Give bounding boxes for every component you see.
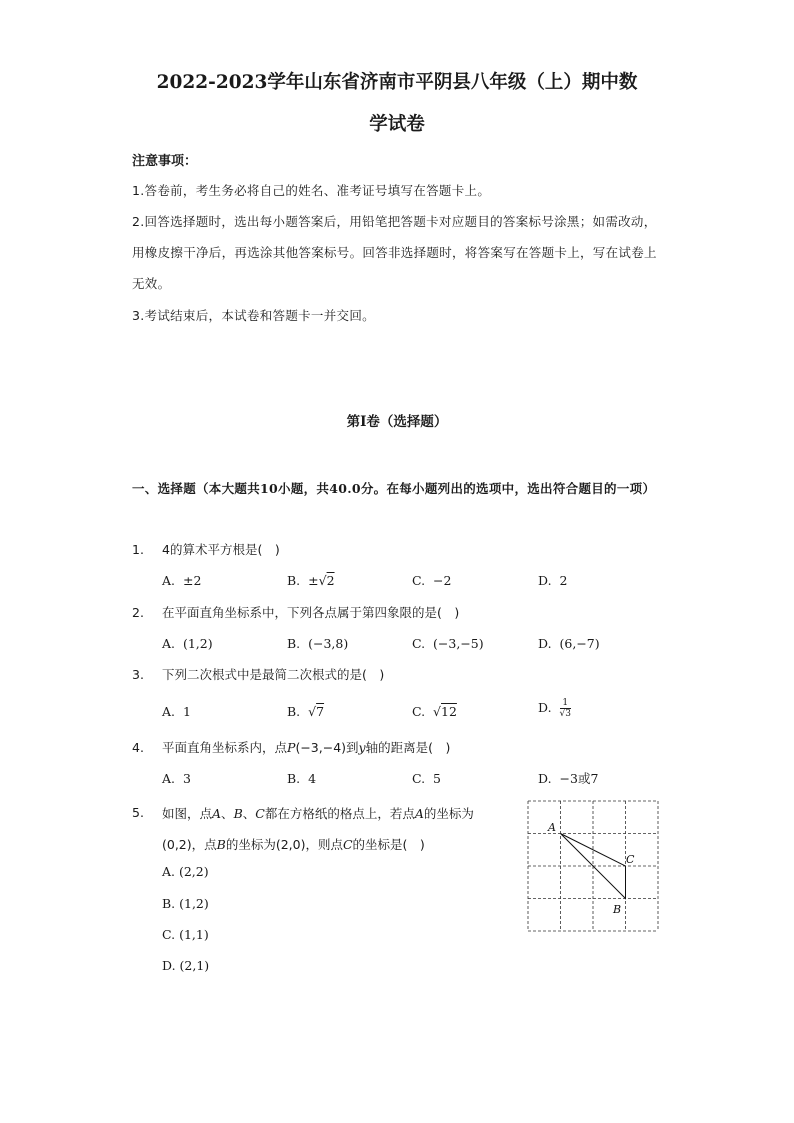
- q5-option-b: B. (1,2): [162, 896, 209, 911]
- q4-option-c: C. 5: [412, 771, 441, 786]
- question-2: [132, 603, 459, 623]
- question-number: 3.: [132, 667, 144, 682]
- note-item-2: 2.回答选择题时，选出每小题答案后，用铅笔把答题卡对应题目的答案标号涂黑；如需改动，用橡皮擦干净后，再选涂其他答案标号。回答非选择题时，将答案写在答题卡上，写在试卷上无效。: [132, 214, 657, 291]
- notes-heading: 注意事项：: [132, 154, 198, 169]
- q1-option-c: C. −2: [412, 573, 452, 588]
- q5-option-d: D. (2,1): [162, 958, 210, 973]
- q3-option-d: D. $\frac{1}{√3}$: [538, 698, 571, 719]
- q1-option-b: B. ±√2: [287, 573, 335, 588]
- question-number: 4.: [132, 740, 144, 755]
- q3-option-b: B. √7: [287, 704, 325, 719]
- question-3: [132, 665, 384, 685]
- question-5-number: 5.: [132, 805, 144, 820]
- question-stem: 下列二次根式中是最简二次根式的是( ): [162, 667, 385, 682]
- point-label-b: B: [613, 903, 622, 916]
- question-number: 2.: [132, 605, 144, 620]
- part-heading: 一、选择题（本大题共10小题，共40.0分。在每小题列出的选项中，选出符合题目的一项）: [132, 481, 656, 496]
- q1-option-d: D. 2: [538, 573, 568, 588]
- q2-option-b: B. (−3,8): [287, 636, 349, 651]
- question-4: 4. 平面直角坐标系内，点P(−3,−4)到y轴的距离是( ): [132, 738, 450, 758]
- q3-option-a: A. 1: [162, 704, 191, 719]
- q3-option-c: C. √12: [412, 704, 457, 719]
- grid-figure: [527, 800, 659, 932]
- point-label-a: A: [548, 821, 556, 834]
- question-1: [132, 540, 280, 560]
- exam-title-line-1: 2022-2023学年山东省济南市平阴县八年级（上）期中数: [156, 72, 638, 93]
- point-label-c: C: [626, 853, 635, 866]
- q4-option-d: D. −3或7: [538, 771, 599, 786]
- question-number: 1.: [132, 542, 144, 557]
- q5-option-a: A. (2,2): [162, 864, 209, 879]
- q4-option-a: A. 3: [162, 771, 191, 786]
- q2-option-d: D. (6,−7): [538, 636, 600, 651]
- note-item-1: 1.答卷前，考生务必将自己的姓名、准考证号填写在答题卡上。: [132, 183, 491, 198]
- q4-option-b: B. 4: [287, 771, 317, 786]
- exam-title-line-2: 学试卷: [369, 114, 425, 135]
- q2-option-a: A. (1,2): [162, 636, 213, 651]
- question-stem: 在平面直角坐标系中，下列各点属于第四象限的是( ): [162, 605, 460, 620]
- section-title: 第I卷（选择题）: [346, 414, 448, 430]
- question-stem: 4的算术平方根是( ): [162, 542, 280, 557]
- question-5-stem: 如图，点A、B、C都在方格纸的格点上，若点A的坐标为 (0,2)，点B的坐标为(2,0)，则点C的坐标是( ): [162, 806, 474, 852]
- q1-option-a: A. ±2: [162, 573, 202, 588]
- note-item-3: 3.考试结束后，本试卷和答题卡一并交回。: [132, 308, 375, 323]
- q2-option-c: C. (−3,−5): [412, 636, 484, 651]
- q5-option-c: C. (1,1): [162, 927, 209, 942]
